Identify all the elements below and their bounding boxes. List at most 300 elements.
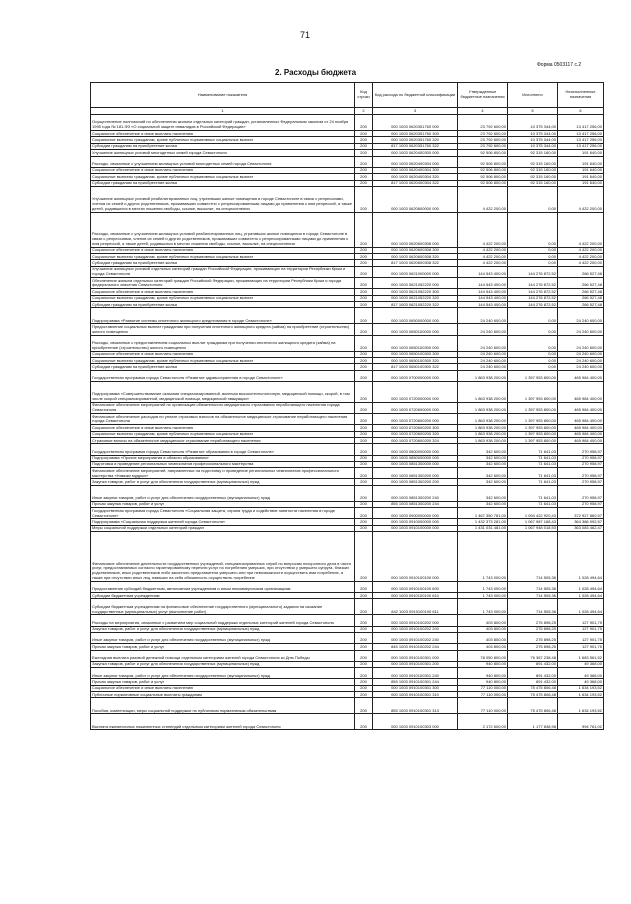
row-done: 76 367 238,48 bbox=[508, 650, 558, 661]
row-rest: 4 422 200,00 bbox=[558, 186, 604, 212]
row-name: Пособия, компенсации, меры социальной поддержки по публичным нормативным обязательствам bbox=[91, 698, 355, 714]
row-code: 200 bbox=[355, 295, 373, 301]
row-kbk: 817 1003 0650100300 322 bbox=[373, 364, 458, 370]
table-row bbox=[91, 278, 604, 289]
row-code: 200 bbox=[355, 413, 373, 424]
row-done: 1 397 953 800,00 bbox=[508, 425, 558, 431]
row-rest: 4 422 200,00 bbox=[558, 247, 604, 253]
row-kbk: 000 1003 0851300000 000 bbox=[373, 461, 458, 467]
row-done: 144 276 872,52 bbox=[508, 302, 558, 308]
row-rest: 191 640,00 bbox=[558, 150, 604, 156]
row-rest: 49 368,00 bbox=[558, 661, 604, 667]
row-done: 0,00 bbox=[508, 351, 558, 357]
row-name: Расходы, связанные с улучшением жилищных условий реабилитированных лиц, утративших жилые помещения в городе Севастополе в связи с репрессиями, членов их семей и других родственников, проживавших совместно с репрессированными лицами до применения к ним репрессий, а также детей, родившихся в местах лишения свободы, ссылке, высылке, на спецпоселении bbox=[91, 212, 355, 247]
row-plan: 24 240 600,00 bbox=[458, 358, 508, 364]
row-rest: 1 634 193,52 bbox=[558, 692, 604, 698]
row-rest: 4 422 200,00 bbox=[558, 212, 604, 247]
row-done: 275 898,25 bbox=[508, 632, 558, 643]
row-rest: 465 984 400,00 bbox=[558, 370, 604, 381]
row-code: 200 bbox=[355, 519, 373, 525]
row-code: 200 bbox=[355, 525, 373, 531]
row-name: Подпрограмма «Прочие мероприятия в области образования» bbox=[91, 455, 355, 461]
row-rest: 1 028 494,64 bbox=[558, 599, 604, 615]
row-name: Социальное обеспечение и иные выплаты населению bbox=[91, 131, 355, 137]
row-kbk: 000 1003 0910100000 000 bbox=[373, 525, 458, 531]
column-number: 2 bbox=[355, 108, 373, 115]
row-plan: 1 743 000,00 bbox=[458, 532, 508, 582]
row-done: 10 375 344,00 bbox=[508, 143, 558, 149]
row-rest: 13 417 256,00 bbox=[558, 137, 604, 143]
row-rest: 270 958,97 bbox=[558, 485, 604, 501]
row-plan: 77 110 000,00 bbox=[458, 692, 508, 698]
row-code: 200 bbox=[355, 143, 373, 149]
row-plan: 342 600,00 bbox=[458, 485, 508, 501]
row-rest: 465 984 400,00 bbox=[558, 425, 604, 431]
row-done: 71 641,03 bbox=[508, 501, 558, 507]
table-row bbox=[91, 444, 604, 455]
row-done: 92 315 160,00 bbox=[508, 167, 558, 173]
row-name: Иные закупки товаров, работ и услуг для обеспечения государственных (муниципальных) нужд bbox=[91, 632, 355, 643]
row-name: Финансовое обеспечение расходов по уплате страховых взносов на обязательное медицинское страхование неработающего населения города Севастополя bbox=[91, 413, 355, 424]
row-kbk: 855 1003 0851300200 244 bbox=[373, 501, 458, 507]
row-name: Социальное обеспечение и иные выплаты населению bbox=[91, 351, 355, 357]
row-done: 714 505,36 bbox=[508, 581, 558, 592]
table-row bbox=[91, 581, 604, 592]
row-rest: 24 240 600,00 bbox=[558, 351, 604, 357]
row-plan: 4 422 200,00 bbox=[458, 254, 508, 260]
row-kbk: 000 1003 0900000000 000 bbox=[373, 508, 458, 519]
row-rest: 465 984 400,00 bbox=[558, 402, 604, 413]
row-done: 0,00 bbox=[508, 335, 558, 351]
table-row bbox=[91, 266, 604, 277]
row-name: Финансовое обеспечение деятельности государственных учреждений, специализированных служб по вопросам похоронного дела в части услуг, предоставляемых согласно гарантированному перечню услуг по погребению умерших, при отсутствии у умершего супруга, близких родственников, иных родственников либо законного представителя умершего или при невозможности осуществить ими погребение, а также при отсутствии иных лиц, взявших на себя обязанность осуществить погребение bbox=[91, 532, 355, 582]
row-code: 200 bbox=[355, 593, 373, 599]
row-done: 92 315 160,00 bbox=[508, 150, 558, 156]
row-kbk: 000 1003 0851300200 240 bbox=[373, 485, 458, 501]
row-rest: 49 368,00 bbox=[558, 668, 604, 679]
row-name: Расходы, связанные с предоставлением социальных выплат гражданам при получении ипотечного жилищного кредита (займа) на приобретение (строительство) жилого помещения bbox=[91, 335, 355, 351]
row-done: 275 898,25 bbox=[508, 615, 558, 626]
row-done: 714 505,36 bbox=[508, 532, 558, 582]
row-code: 200 bbox=[355, 289, 373, 295]
row-name: Подпрограмма «Развитие системы ипотечного жилищного кредитования в городе Севастополе» bbox=[91, 308, 355, 324]
row-code: 200 bbox=[355, 455, 373, 461]
row-done: 75 475 806,48 bbox=[508, 685, 558, 691]
row-kbk: 000 1003 0910100301 300 bbox=[373, 685, 458, 691]
row-code: 200 bbox=[355, 247, 373, 253]
row-code: 200 bbox=[355, 381, 373, 402]
row-rest: 363 083 462,47 bbox=[558, 525, 604, 531]
row-done: 10 375 344,00 bbox=[508, 131, 558, 137]
row-kbk: 000 1003 0910000000 000 bbox=[373, 519, 458, 525]
row-rest: 270 958,97 bbox=[558, 468, 604, 479]
row-kbk: 817 1003 0620600308 322 bbox=[373, 260, 458, 266]
row-rest: 24 240 600,00 bbox=[558, 308, 604, 324]
row-rest: 270 958,97 bbox=[558, 501, 604, 507]
row-name: Социальные выплаты гражданам, кроме публичных нормативных социальных выплат bbox=[91, 295, 355, 301]
row-code: 200 bbox=[355, 186, 373, 212]
row-rest: 266 527,48 bbox=[558, 295, 604, 301]
header-kbk: Код расхода по бюджетной классификации bbox=[373, 83, 458, 108]
row-done: 75 475 806,48 bbox=[508, 698, 558, 714]
row-done: 0,00 bbox=[508, 212, 558, 247]
header-rest: Неисполненные назначения bbox=[558, 83, 604, 108]
row-kbk: 000 1003 0910100301 310 bbox=[373, 692, 458, 698]
table-header-row bbox=[91, 83, 604, 108]
row-name: Предоставление субсидий бюджетным, автономным учреждениям и иным некоммерческим организациям bbox=[91, 581, 355, 592]
row-rest: 13 417 256,00 bbox=[558, 143, 604, 149]
row-plan: 1 467 350 781,00 bbox=[458, 508, 508, 519]
row-rest: 24 240 600,00 bbox=[558, 335, 604, 351]
row-rest: 1 028 494,64 bbox=[558, 532, 604, 582]
row-kbk: 000 1003 0910100202 200 bbox=[373, 626, 458, 632]
row-done: 1 177 838,98 bbox=[508, 714, 558, 730]
row-code: 200 bbox=[355, 254, 373, 260]
row-plan: 940 800,00 bbox=[458, 679, 508, 685]
row-plan: 342 600,00 bbox=[458, 501, 508, 507]
row-name: Расходы, связанные с улучшением жилищных условий многодетных семей города Севастополя bbox=[91, 156, 355, 167]
row-kbk: 000 1003 0910100100 610 bbox=[373, 593, 458, 599]
row-name: Страховые взносы на обязательное медицинское страхование неработающего населения bbox=[91, 437, 355, 443]
row-rest: 465 984 400,00 bbox=[558, 431, 604, 437]
row-plan: 403 800,00 bbox=[458, 626, 508, 632]
header-plan: Утвержденные бюджетные назначения bbox=[458, 83, 508, 108]
row-done: 891 432,00 bbox=[508, 668, 558, 679]
row-rest: 127 901,75 bbox=[558, 615, 604, 626]
row-rest: 24 240 600,00 bbox=[558, 364, 604, 370]
row-rest: 13 417 256,00 bbox=[558, 131, 604, 137]
row-kbk: 000 1003 0620351760 320 bbox=[373, 137, 458, 143]
row-kbk: 845 1003 0910100202 244 bbox=[373, 644, 458, 650]
table-row bbox=[91, 115, 604, 131]
row-kbk: 000 1003 0720600200 324 bbox=[373, 437, 458, 443]
row-rest: 465 984 400,00 bbox=[558, 381, 604, 402]
row-done: 0,00 bbox=[508, 186, 558, 212]
row-kbk: 000 1003 0720600200 320 bbox=[373, 431, 458, 437]
row-done: 714 505,36 bbox=[508, 593, 558, 599]
row-name: Закупка товаров, работ и услуг для обеспечения государственных (муниципальных) нужд bbox=[91, 661, 355, 667]
row-name: Иные закупки товаров, работ и услуг для обеспечения государственных (муниципальных) нужд bbox=[91, 668, 355, 679]
section-title: 2. Расходы бюджета bbox=[274, 68, 357, 77]
column-number: 6 bbox=[558, 108, 604, 115]
row-name: Субсидии гражданам на приобретение жилья bbox=[91, 143, 355, 149]
row-code: 200 bbox=[355, 335, 373, 351]
row-kbk: 000 1003 0620351760 300 bbox=[373, 131, 458, 137]
row-code: 200 bbox=[355, 661, 373, 667]
row-name: Социальные выплаты гражданам, кроме публичных нормативных социальных выплат bbox=[91, 174, 355, 180]
row-done: 71 641,03 bbox=[508, 461, 558, 467]
row-code: 200 bbox=[355, 302, 373, 308]
row-done: 92 315 160,00 bbox=[508, 180, 558, 186]
row-done: 10 375 344,00 bbox=[508, 115, 558, 131]
row-done: 275 898,25 bbox=[508, 644, 558, 650]
row-code: 200 bbox=[355, 402, 373, 413]
row-kbk: 000 1003 0851300200 000 bbox=[373, 468, 458, 479]
row-rest: 13 417 256,00 bbox=[558, 115, 604, 131]
row-rest: 1 683 561,52 bbox=[558, 650, 604, 661]
row-kbk: 000 1003 0620400304 000 bbox=[373, 156, 458, 167]
row-code: 200 bbox=[355, 324, 373, 335]
row-plan: 2 172 600,00 bbox=[458, 714, 508, 730]
row-plan: 940 800,00 bbox=[458, 661, 508, 667]
row-code: 200 bbox=[355, 425, 373, 431]
row-kbk: 000 1003 0620400300 000 bbox=[373, 150, 458, 156]
row-plan: 144 543 400,00 bbox=[458, 289, 508, 295]
row-done: 0,00 bbox=[508, 260, 558, 266]
row-plan: 342 600,00 bbox=[458, 468, 508, 479]
row-name: Расходы на мероприятия, связанные с развитием мер социальной поддержки отдельных категорий жителей города Севастополя bbox=[91, 615, 355, 626]
row-name: Меры социальной поддержки отдельных категорий граждан bbox=[91, 525, 355, 531]
row-done: 891 432,00 bbox=[508, 679, 558, 685]
row-name: Закупка товаров, работ и услуг для обеспечения государственных (муниципальных) нужд bbox=[91, 479, 355, 485]
row-kbk: 000 1003 0700000000 000 bbox=[373, 370, 458, 381]
row-done: 75 475 806,48 bbox=[508, 692, 558, 698]
row-code: 200 bbox=[355, 370, 373, 381]
row-name: Улучшение жилищных условий многодетных семей города Севастополя bbox=[91, 150, 355, 156]
row-rest: 372 927 860,57 bbox=[558, 508, 604, 519]
row-kbk: 817 1003 0620400304 322 bbox=[373, 180, 458, 186]
row-rest: 191 640,00 bbox=[558, 180, 604, 186]
row-name: Улучшение жилищных условий отдельных категорий граждан Российской Федерации, проживающих на территории Республики Крым и города Севастополя bbox=[91, 266, 355, 277]
row-kbk: 000 1003 0650100000 000 bbox=[373, 324, 458, 335]
row-code: 200 bbox=[355, 532, 373, 582]
row-plan: 1 431 031 481,00 bbox=[458, 525, 508, 531]
row-rest: 1 028 494,64 bbox=[558, 593, 604, 599]
row-name: Социальное обеспечение и иные выплаты населению bbox=[91, 685, 355, 691]
row-rest: 4 422 200,00 bbox=[558, 260, 604, 266]
table-body bbox=[91, 115, 604, 730]
row-rest: 4 422 200,00 bbox=[558, 254, 604, 260]
row-code: 200 bbox=[355, 650, 373, 661]
row-kbk: 000 1003 0910100100 000 bbox=[373, 532, 458, 582]
row-name: Осуществление полномочий по обеспечению жильем отдельных категорий граждан, установленных Федеральным законом от 24 ноября 1995 года № 181-ФЗ «О социальной защите инвалидов в Российской Федерации» bbox=[91, 115, 355, 131]
row-plan: 4 422 200,00 bbox=[458, 247, 508, 253]
row-plan: 4 422 200,00 bbox=[458, 186, 508, 212]
row-kbk: 000 1003 0910100202 240 bbox=[373, 632, 458, 643]
row-code: 200 bbox=[355, 137, 373, 143]
row-plan: 1 863 938 200,00 bbox=[458, 425, 508, 431]
row-rest: 270 958,97 bbox=[558, 444, 604, 455]
row-plan: 1 863 938 200,00 bbox=[458, 402, 508, 413]
row-rest: 1 028 494,64 bbox=[558, 581, 604, 592]
row-plan: 144 543 400,00 bbox=[458, 278, 508, 289]
table-row bbox=[91, 632, 604, 643]
row-code: 200 bbox=[355, 150, 373, 156]
row-rest: 49 368,00 bbox=[558, 679, 604, 685]
row-rest: 266 527,48 bbox=[558, 278, 604, 289]
row-plan: 92 506 800,00 bbox=[458, 150, 508, 156]
row-code: 200 bbox=[355, 156, 373, 167]
row-plan: 403 800,00 bbox=[458, 615, 508, 626]
column-number: 3 bbox=[373, 108, 458, 115]
row-done: 1 397 953 800,00 bbox=[508, 370, 558, 381]
row-done: 71 641,03 bbox=[508, 479, 558, 485]
row-code: 200 bbox=[355, 180, 373, 186]
row-done: 1 397 953 800,00 bbox=[508, 413, 558, 424]
row-kbk: 000 1003 0800000000 000 bbox=[373, 444, 458, 455]
row-done: 10 375 344,00 bbox=[508, 137, 558, 143]
row-code: 200 bbox=[355, 167, 373, 173]
row-plan: 940 800,00 bbox=[458, 668, 508, 679]
row-rest: 191 640,00 bbox=[558, 174, 604, 180]
row-code: 200 bbox=[355, 437, 373, 443]
row-name: Социальные выплаты гражданам, кроме публичных нормативных социальных выплат bbox=[91, 137, 355, 143]
row-name: Финансовое обеспечение мероприятий по организации обязательного медицинского страхования неработающего населения города Севастополя bbox=[91, 402, 355, 413]
row-name: Социальные выплаты гражданам, кроме публичных нормативных социальных выплат bbox=[91, 254, 355, 260]
table-row bbox=[91, 599, 604, 615]
row-plan: 78 050 800,00 bbox=[458, 650, 508, 661]
row-done: 92 315 160,00 bbox=[508, 156, 558, 167]
row-done: 275 898,25 bbox=[508, 626, 558, 632]
row-code: 200 bbox=[355, 632, 373, 643]
row-kbk: 000 1003 0650100300 320 bbox=[373, 358, 458, 364]
row-plan: 23 792 600,00 bbox=[458, 137, 508, 143]
row-code: 200 bbox=[355, 581, 373, 592]
table-row bbox=[91, 413, 604, 424]
row-kbk: 855 1003 0910100301 244 bbox=[373, 679, 458, 685]
row-kbk: 000 1003 0621052220 300 bbox=[373, 289, 458, 295]
row-code: 200 bbox=[355, 461, 373, 467]
table-row bbox=[91, 156, 604, 167]
row-name: Социальное обеспечение и иные выплаты населению bbox=[91, 167, 355, 173]
row-code: 200 bbox=[355, 685, 373, 691]
row-plan: 1 743 000,00 bbox=[458, 599, 508, 615]
header-code: Код строки bbox=[355, 83, 373, 108]
row-kbk: 000 1003 0720000000 000 bbox=[373, 381, 458, 402]
row-kbk: 000 1003 0620400304 320 bbox=[373, 174, 458, 180]
row-kbk: 000 1003 0620600308 320 bbox=[373, 254, 458, 260]
row-kbk: 842 1003 0910100100 611 bbox=[373, 599, 458, 615]
header-done: Исполнено bbox=[508, 83, 558, 108]
row-kbk: 000 1003 0650000000 000 bbox=[373, 308, 458, 324]
row-done: 71 641,03 bbox=[508, 485, 558, 501]
row-plan: 24 240 600,00 bbox=[458, 351, 508, 357]
row-plan: 1 863 938 200,00 bbox=[458, 437, 508, 443]
row-done: 1 067 987 188,43 bbox=[508, 519, 558, 525]
row-kbk: 000 1003 0650100300 300 bbox=[373, 351, 458, 357]
row-name: Финансовое обеспечение мероприятий, направленных на подготовку и проведение региональных чемпионатов профессионального мастерства «Навыки мудрых» bbox=[91, 468, 355, 479]
row-name: Прочая закупка товаров, работ и услуг bbox=[91, 679, 355, 685]
row-name: Субсидии гражданам на приобретение жилья bbox=[91, 260, 355, 266]
row-kbk: 000 1003 0620400304 300 bbox=[373, 167, 458, 173]
row-name: Социальное обеспечение и иные выплаты населению bbox=[91, 289, 355, 295]
row-rest: 994 761,02 bbox=[558, 714, 604, 730]
row-rest: 127 901,75 bbox=[558, 644, 604, 650]
table-row bbox=[91, 485, 604, 501]
table-row bbox=[91, 698, 604, 714]
row-done: 1 397 953 800,00 bbox=[508, 431, 558, 437]
row-name: Социальное обеспечение и иные выплаты населению bbox=[91, 247, 355, 253]
row-rest: 127 901,75 bbox=[558, 626, 604, 632]
row-kbk: 000 1003 0910100301 000 bbox=[373, 650, 458, 661]
row-done: 144 276 872,52 bbox=[508, 295, 558, 301]
row-code: 200 bbox=[355, 599, 373, 615]
row-name: Социальные выплаты гражданам, кроме публичных нормативных социальных выплат bbox=[91, 358, 355, 364]
row-code: 200 bbox=[355, 266, 373, 277]
row-plan: 92 506 800,00 bbox=[458, 180, 508, 186]
row-done: 1 397 953 800,00 bbox=[508, 437, 558, 443]
row-plan: 1 743 000,00 bbox=[458, 593, 508, 599]
row-name: Обеспечение жильем отдельных категорий граждан Российской Федерации, проживающих на территории Республики Крым и города федерального значения Севастополя bbox=[91, 278, 355, 289]
table-row bbox=[91, 468, 604, 479]
row-kbk: 000 1003 0720600200 300 bbox=[373, 425, 458, 431]
row-rest: 364 386 092,57 bbox=[558, 519, 604, 525]
row-code: 200 bbox=[355, 485, 373, 501]
row-plan: 23 792 600,00 bbox=[458, 143, 508, 149]
page-number: 71 bbox=[300, 30, 311, 40]
row-name: Прочая закупка товаров, работ и услуг bbox=[91, 644, 355, 650]
row-plan: 144 543 400,00 bbox=[458, 266, 508, 277]
row-rest: 191 640,00 bbox=[558, 156, 604, 167]
row-done: 0,00 bbox=[508, 358, 558, 364]
row-plan: 1 863 938 200,00 bbox=[458, 413, 508, 424]
row-rest: 266 527,48 bbox=[558, 266, 604, 277]
row-plan: 342 600,00 bbox=[458, 455, 508, 461]
table-row bbox=[91, 714, 604, 730]
column-number: 4 bbox=[458, 108, 508, 115]
row-rest: 191 640,00 bbox=[558, 167, 604, 173]
table-row bbox=[91, 532, 604, 582]
table-row bbox=[91, 186, 604, 212]
row-code: 200 bbox=[355, 508, 373, 519]
row-rest: 24 240 600,00 bbox=[558, 358, 604, 364]
row-code: 200 bbox=[355, 714, 373, 730]
row-code: 200 bbox=[355, 212, 373, 247]
row-plan: 342 600,00 bbox=[458, 444, 508, 455]
row-plan: 403 800,00 bbox=[458, 632, 508, 643]
row-name: Государственная программа города Севастополя «Развитие образования в городе Севастополе» bbox=[91, 444, 355, 455]
row-code: 200 bbox=[355, 131, 373, 137]
row-name: Субсидии бюджетным учреждениям на финансовое обеспечение государственного (муниципального) задания на оказание государственных (муниципальных) услуг (выполнение работ) bbox=[91, 599, 355, 615]
row-done: 144 276 872,52 bbox=[508, 266, 558, 277]
header-name: Наименование показателя bbox=[91, 83, 355, 108]
row-kbk: 817 1003 0620351760 322 bbox=[373, 143, 458, 149]
row-kbk: 000 1003 0910100100 600 bbox=[373, 581, 458, 592]
row-plan: 144 543 400,00 bbox=[458, 302, 508, 308]
table-row bbox=[91, 335, 604, 351]
row-done: 0,00 bbox=[508, 308, 558, 324]
row-kbk: 817 1003 0621052220 322 bbox=[373, 302, 458, 308]
row-code: 200 bbox=[355, 351, 373, 357]
table-row bbox=[91, 370, 604, 381]
row-name: Подготовка и проведение региональных чемпионатов профессионального мастерства bbox=[91, 461, 355, 467]
row-kbk: 000 1003 0650100300 000 bbox=[373, 335, 458, 351]
row-rest: 266 527,48 bbox=[558, 302, 604, 308]
table-row bbox=[91, 650, 604, 661]
row-code: 200 bbox=[355, 115, 373, 131]
row-plan: 342 600,00 bbox=[458, 461, 508, 467]
row-kbk: 000 1003 0621052220 320 bbox=[373, 295, 458, 301]
row-done: 1 094 422 920,43 bbox=[508, 508, 558, 519]
column-number: 1 bbox=[91, 108, 355, 115]
row-kbk: 000 1003 0850000000 000 bbox=[373, 455, 458, 461]
row-done: 1 397 953 800,00 bbox=[508, 402, 558, 413]
row-plan: 92 506 800,00 bbox=[458, 174, 508, 180]
row-kbk: 000 1003 0910100202 000 bbox=[373, 615, 458, 626]
row-plan: 1 743 000,00 bbox=[458, 581, 508, 592]
row-code: 200 bbox=[355, 174, 373, 180]
row-done: 1 397 953 800,00 bbox=[508, 381, 558, 402]
row-code: 200 bbox=[355, 364, 373, 370]
row-name: Социальное обеспечение и иные выплаты населению bbox=[91, 425, 355, 431]
row-code: 200 bbox=[355, 358, 373, 364]
row-code: 200 bbox=[355, 692, 373, 698]
table-row bbox=[91, 668, 604, 679]
row-plan: 24 240 600,00 bbox=[458, 364, 508, 370]
table-row bbox=[91, 324, 604, 335]
row-rest: 270 958,97 bbox=[558, 455, 604, 461]
row-name: Предоставление социальных выплат гражданам при получении ипотечного жилищного кредита (займа) на приобретение (строительство) жилого помещения bbox=[91, 324, 355, 335]
